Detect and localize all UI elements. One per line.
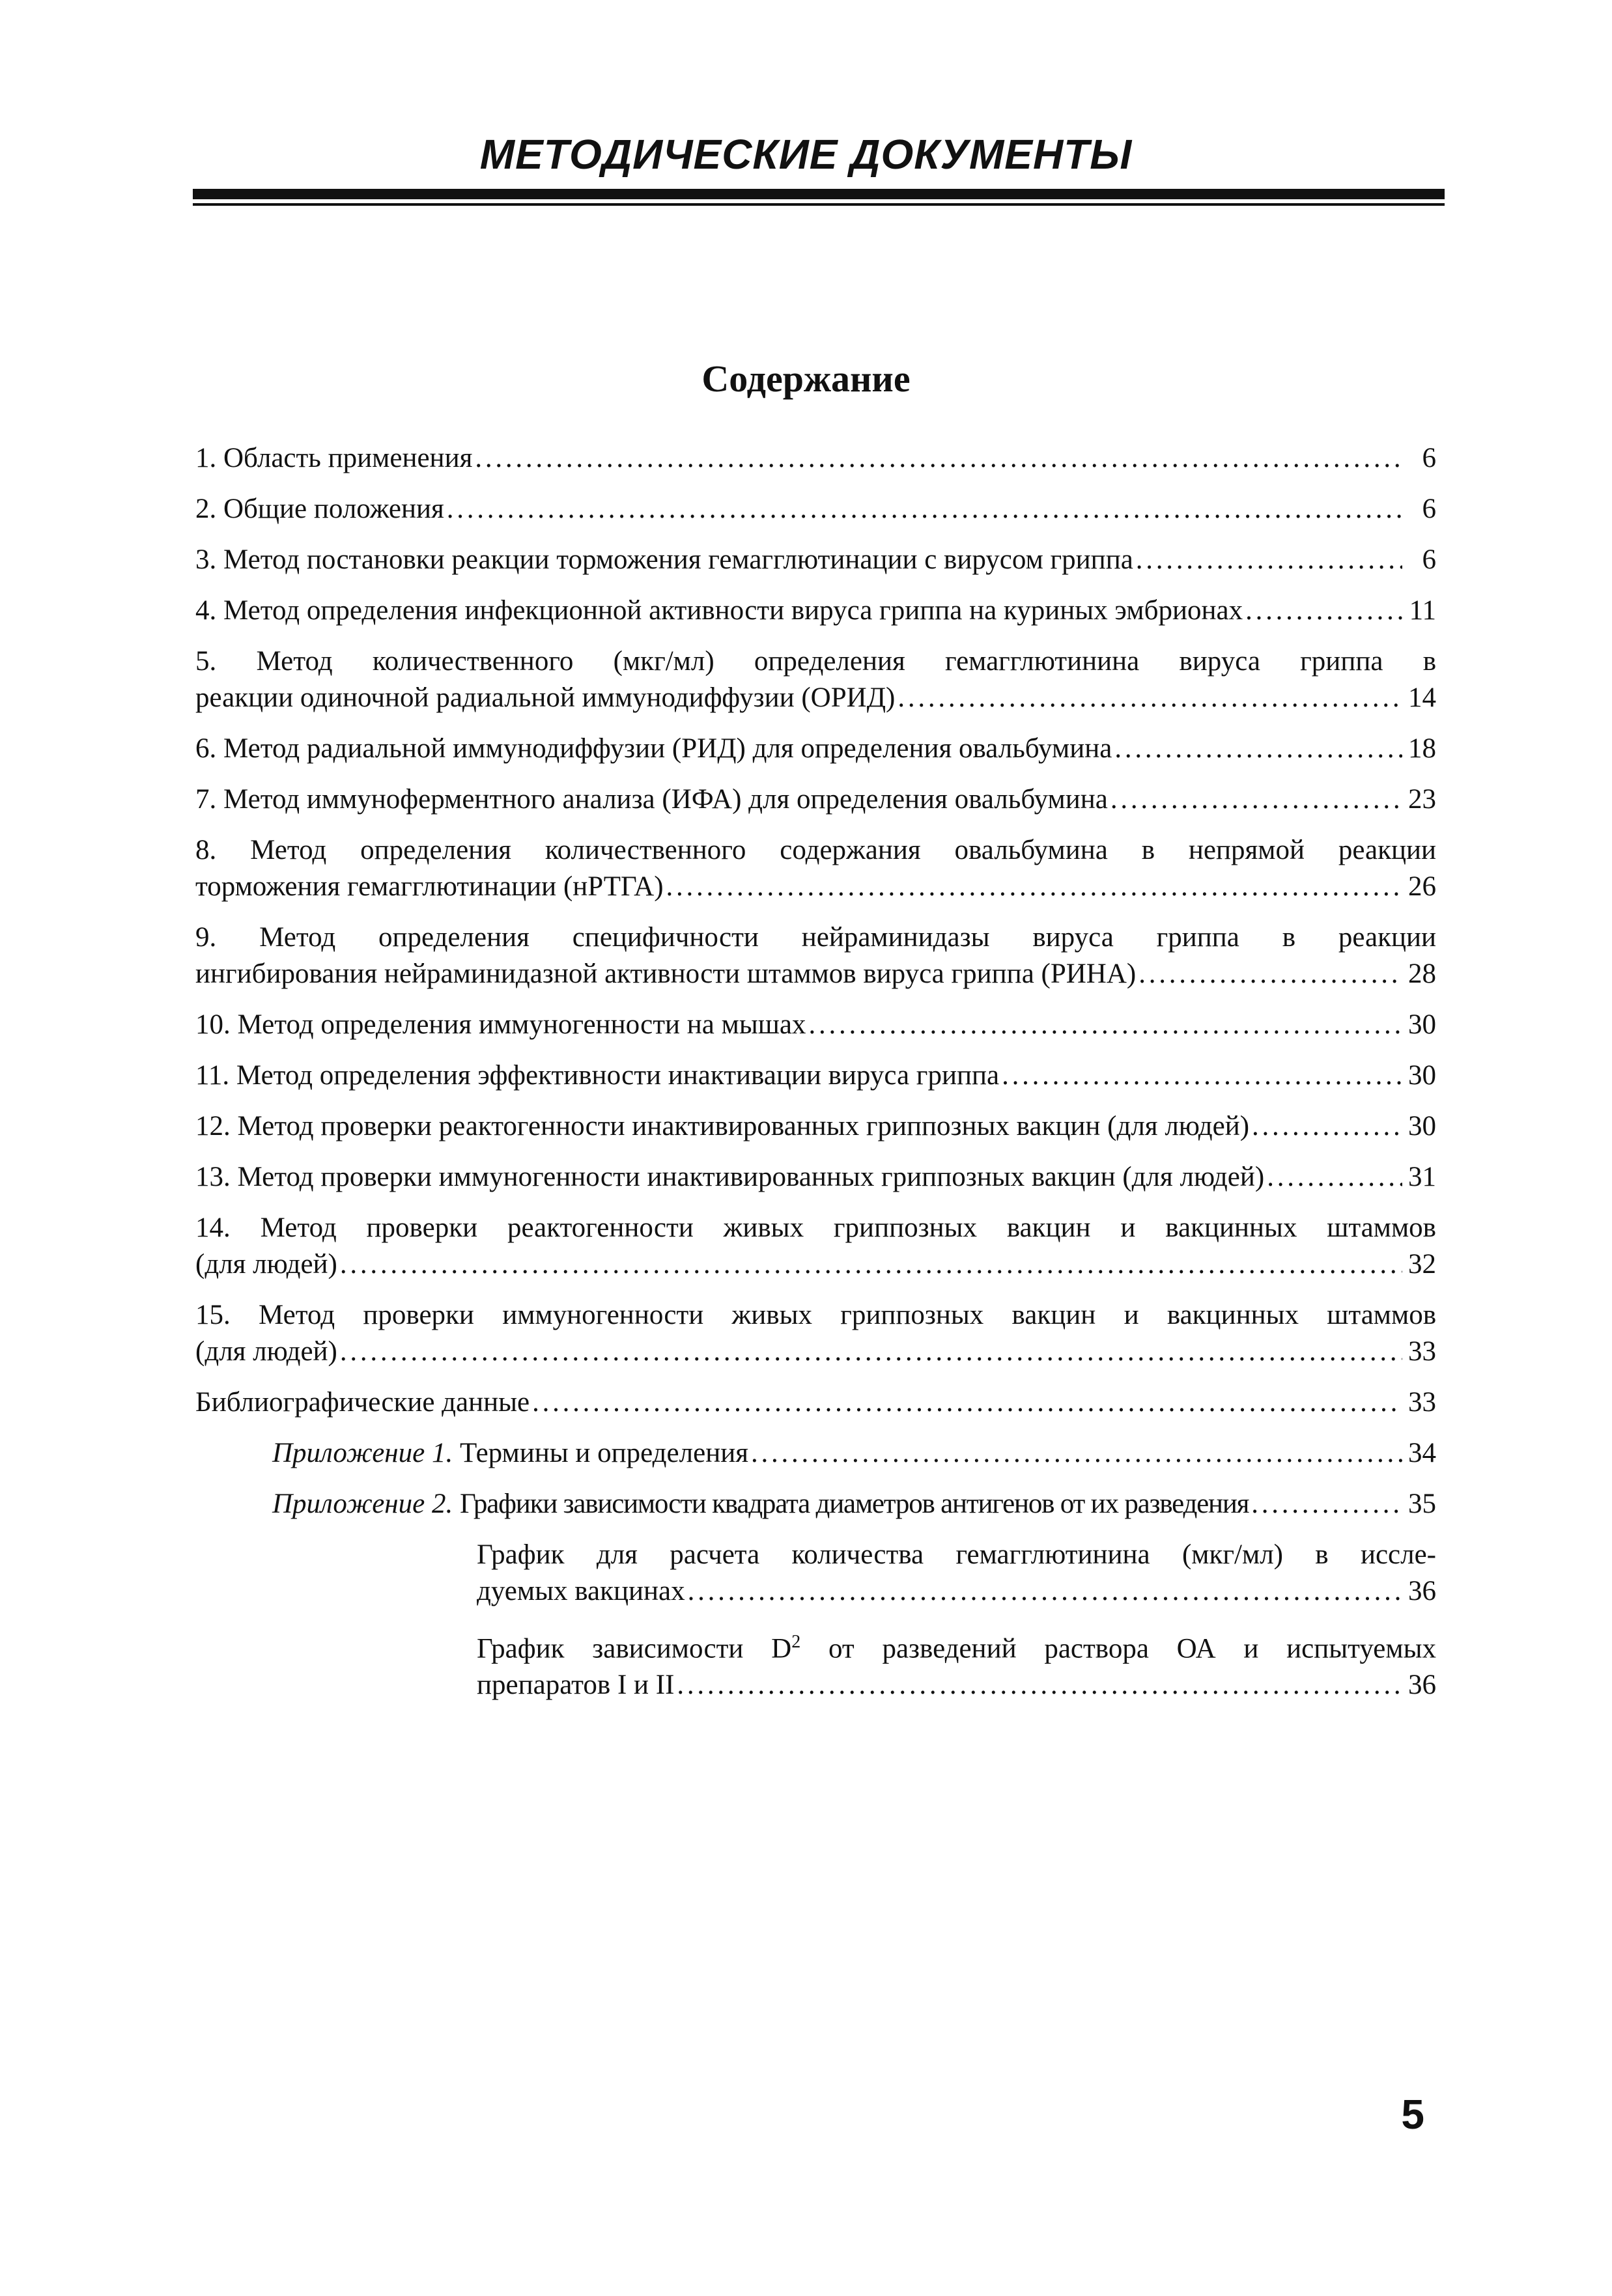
toc-entry-8[interactable] <box>195 832 1436 905</box>
toc-page-number: 28 <box>1408 959 1436 989</box>
dot-leader <box>666 869 1402 905</box>
dot-leader <box>808 1007 1402 1043</box>
toc-page-number: 26 <box>1408 871 1436 902</box>
toc-entry-text-line1: 9. Метод определения специфичности нейраминидазы вируса гриппа в реакции <box>195 922 1436 953</box>
toc-page-number: 34 <box>1408 1438 1436 1468</box>
toc-entry-7[interactable] <box>195 781 1436 818</box>
toc-entry-15[interactable] <box>195 1297 1436 1370</box>
page-number: 5 <box>1401 2091 1424 2138</box>
toc-entry-2[interactable] <box>195 491 1436 527</box>
toc-entry-1[interactable] <box>195 440 1436 477</box>
dot-leader <box>1002 1057 1402 1094</box>
toc-entry-text-line1: График для расчета количества гемагглютинина (мкг/мл) в иссле- <box>477 1539 1436 1570</box>
toc-page-number: 36 <box>1408 1576 1436 1606</box>
toc-page-number: 33 <box>1408 1336 1436 1367</box>
toc-page-number: 11 <box>1409 595 1436 626</box>
toc-entry-5[interactable] <box>195 643 1436 716</box>
dot-leader <box>677 1667 1402 1703</box>
toc-entry-text-line2: (для людей) <box>195 1336 337 1367</box>
toc-page-number: 14 <box>1408 682 1436 713</box>
toc-subentry-graph-ovalbumin[interactable] <box>195 1624 1436 1703</box>
dot-leader <box>1114 731 1402 767</box>
toc-entry-11[interactable] <box>195 1057 1436 1094</box>
toc-entry-14[interactable] <box>195 1210 1436 1283</box>
toc-entry-text-line2: препаратов I и II <box>477 1670 675 1701</box>
dot-leader <box>1110 781 1402 818</box>
toc-page-number: 31 <box>1408 1162 1436 1192</box>
toc-appendix-2[interactable] <box>195 1486 1436 1522</box>
toc-entry-4[interactable] <box>195 593 1436 629</box>
toc-entry-text-line2: (для людей) <box>195 1249 337 1280</box>
toc-entry-text: 13. Метод проверки иммуногенности инактивированных гриппозных вакцин (для людей) <box>195 1162 1265 1192</box>
dot-leader <box>1267 1159 1402 1196</box>
table-of-contents <box>195 440 1436 1718</box>
toc-subentry-graph-hemagglutinin[interactable] <box>195 1537 1436 1610</box>
toc-entry-3[interactable] <box>195 542 1436 578</box>
toc-page-number: 35 <box>1408 1489 1436 1519</box>
toc-entry-text: 11. Метод определения эффективности инактивации вируса гриппа <box>195 1060 1000 1091</box>
appendix-title: Графики зависимости квадрата диаметров антигенов от их разведения <box>459 1489 1249 1519</box>
toc-page-number: 6 <box>1422 443 1436 473</box>
appendix-label: Приложение 1. <box>272 1438 453 1468</box>
toc-appendix-1[interactable] <box>195 1435 1436 1472</box>
toc-entry-text-part: График зависимости D <box>477 1633 792 1664</box>
toc-entry-6[interactable] <box>195 731 1436 767</box>
toc-entry-text: 10. Метод определения иммуногенности на мышах <box>195 1009 806 1040</box>
toc-page-number: 18 <box>1408 733 1436 764</box>
dot-leader <box>688 1573 1402 1610</box>
dot-leader <box>340 1334 1402 1370</box>
toc-entry-text: 6. Метод радиальной иммунодиффузии (РИД) для определения овальбумина <box>195 733 1112 764</box>
toc-entry-text-line1: 14. Метод проверки реактогенности живых гриппозных вакцин и вакцинных штаммов <box>195 1212 1436 1243</box>
dot-leader <box>1251 1486 1402 1522</box>
toc-entry-text-line2: реакции одиночной радиальной иммунодиффузии (ОРИД) <box>195 682 896 713</box>
superscript: 2 <box>791 1632 801 1652</box>
toc-entry-text: 7. Метод иммуноферментного анализа (ИФА) для определения овальбумина <box>195 784 1108 815</box>
toc-entry-bibliography[interactable] <box>195 1384 1436 1421</box>
toc-entry-12[interactable] <box>195 1108 1436 1145</box>
toc-entry-text-line1: 5. Метод количественного (мкг/мл) определения гемагглютинина вируса гриппа в <box>195 646 1436 677</box>
dot-leader <box>898 680 1402 716</box>
toc-entry-text: 2. Общие положения <box>195 494 444 524</box>
toc-entry-text: 3. Метод постановки реакции торможения гемагглютинации с вирусом гриппа <box>195 544 1133 575</box>
dot-leader <box>1138 956 1402 992</box>
toc-entry-text-line2: дуемых вакцинах <box>477 1576 685 1606</box>
dot-leader <box>1136 542 1402 578</box>
toc-entry-10[interactable] <box>195 1007 1436 1043</box>
toc-entry-text: 12. Метод проверки реактогенности инактивированных гриппозных вакцин (для людей) <box>195 1111 1250 1141</box>
toc-entry-text-line1 <box>477 1624 1436 1667</box>
toc-page-number: 23 <box>1408 784 1436 815</box>
dot-leader <box>1252 1108 1402 1145</box>
dot-leader <box>532 1384 1402 1421</box>
dot-leader <box>1245 593 1402 629</box>
appendix-label: Приложение 2. <box>272 1489 453 1519</box>
dot-leader <box>340 1246 1402 1283</box>
toc-entry-13[interactable] <box>195 1159 1436 1196</box>
dot-leader <box>751 1435 1402 1472</box>
dot-leader <box>447 491 1402 527</box>
toc-entry-text-line2: ингибирования нейраминидазной активности штаммов вируса гриппа (РИНА) <box>195 959 1137 989</box>
header-rule-thick <box>193 189 1445 199</box>
toc-page-number: 36 <box>1408 1670 1436 1701</box>
toc-entry-text: Библиографические данные <box>195 1387 530 1418</box>
toc-entry-text: 1. Область применения <box>195 443 473 473</box>
dot-leader <box>475 440 1402 477</box>
toc-entry-text-line2: торможения гемагглютинации (нРТГА) <box>195 871 664 902</box>
toc-page-number: 30 <box>1408 1111 1436 1141</box>
toc-title: Содержание <box>701 357 911 400</box>
running-header: МЕТОДИЧЕСКИЕ ДОКУМЕНТЫ <box>479 131 1133 178</box>
toc-entry-text-line1: 8. Метод определения количественного содержания овальбумина в непрямой реакции <box>195 835 1436 865</box>
toc-entry-text-line1: 15. Метод проверки иммуногенности живых гриппозных вакцин и вакцинных штаммов <box>195 1300 1436 1330</box>
toc-page-number: 6 <box>1422 494 1436 524</box>
header-rule-thin <box>193 203 1445 206</box>
toc-page-number: 30 <box>1408 1060 1436 1091</box>
toc-page-number: 6 <box>1422 544 1436 575</box>
toc-page-number: 33 <box>1408 1387 1436 1418</box>
toc-entry-text: 4. Метод определения инфекционной активности вируса гриппа на куриных эмбрионах <box>195 595 1243 626</box>
toc-page-number: 32 <box>1408 1249 1436 1280</box>
toc-page-number: 30 <box>1408 1009 1436 1040</box>
toc-entry-9[interactable] <box>195 919 1436 992</box>
appendix-title: Термины и определения <box>459 1438 748 1468</box>
toc-entry-text-part: от разведений раствора ОА и испытуемых <box>800 1633 1436 1664</box>
